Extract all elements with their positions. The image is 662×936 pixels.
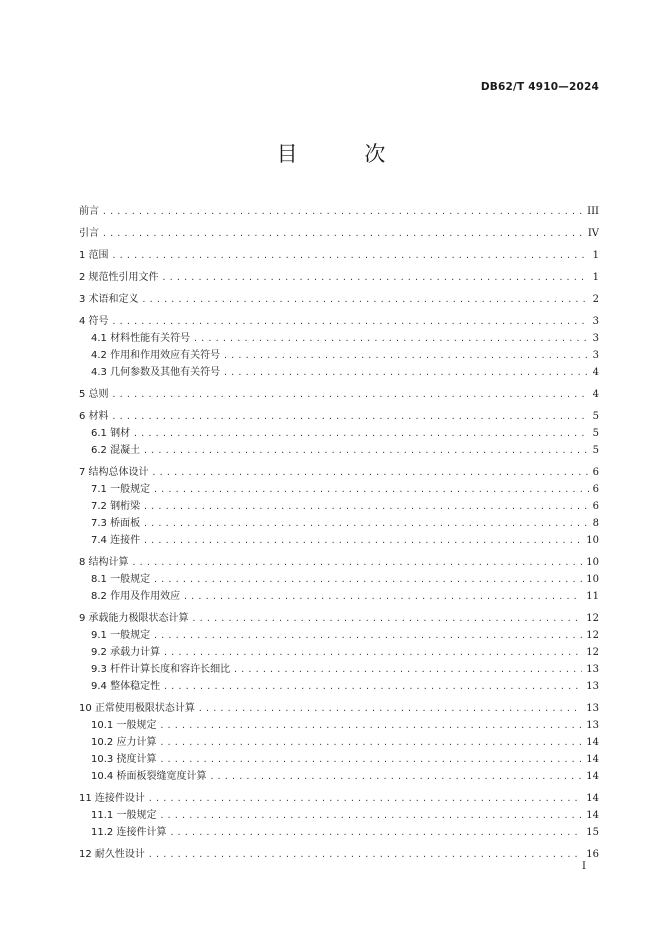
toc-entry[interactable] xyxy=(79,441,599,458)
toc-leader-dots xyxy=(159,719,582,733)
toc-entry-page: 5 xyxy=(592,411,599,422)
toc-leader-dots xyxy=(112,315,589,329)
toc-entry-page: 14 xyxy=(586,737,599,748)
toc-entry-label: 4 符号 xyxy=(79,316,109,327)
toc-entry-label: 10.1 一般规定 xyxy=(91,720,157,731)
toc-entry-page: 3 xyxy=(592,333,599,344)
toc-entry-page: 3 xyxy=(592,316,599,327)
toc-leader-dots xyxy=(148,792,582,806)
toc-entry-label: 8.2 作用及作用效应 xyxy=(91,591,181,602)
toc-leader-dots xyxy=(143,534,582,548)
toc-leader-dots xyxy=(112,249,589,263)
toc-leader-dots xyxy=(132,556,583,570)
toc-entry-page: 12 xyxy=(586,647,599,658)
toc-entry[interactable] xyxy=(79,626,599,643)
toc-entry-page: 3 xyxy=(592,350,599,361)
toc-entry-page: 5 xyxy=(592,428,599,439)
toc-entry-label: 7.2 钢桁梁 xyxy=(91,501,141,512)
toc-leader-dots xyxy=(183,590,582,604)
toc-leader-dots xyxy=(133,427,589,441)
toc-entry[interactable] xyxy=(79,660,599,677)
toc-entry-page: 14 xyxy=(586,810,599,821)
toc-entry-label: 前言 xyxy=(79,206,99,217)
toc-entry-label: 8.1 一般规定 xyxy=(91,574,151,585)
toc-entry-page: 13 xyxy=(586,664,599,675)
toc-entry-label: 10.3 挠度计算 xyxy=(91,754,157,765)
toc-entry-label: 4.1 材料性能有关符号 xyxy=(91,333,191,344)
toc-entry-label: 7.1 一般规定 xyxy=(91,484,151,495)
toc-entry-label: 9.4 整体稳定性 xyxy=(91,681,161,692)
toc-entry[interactable] xyxy=(79,733,599,750)
toc-leader-dots xyxy=(102,227,584,241)
toc-entry[interactable] xyxy=(79,329,599,346)
toc-entry-page: 6 xyxy=(592,484,599,495)
toc-entry-page: 13 xyxy=(586,720,599,731)
toc-entry-page: 13 xyxy=(586,681,599,692)
toc-entry[interactable] xyxy=(79,570,599,587)
page-title: 目 次 xyxy=(276,142,416,166)
toc-entry-label: 7 结构总体设计 xyxy=(79,467,149,478)
toc-entry-page: 6 xyxy=(592,501,599,512)
toc-leader-dots xyxy=(198,702,582,716)
toc-entry-label: 11 连接件设计 xyxy=(79,793,145,804)
toc-leader-dots xyxy=(162,271,589,285)
toc-entry-label: 10.2 应力计算 xyxy=(91,737,157,748)
toc-entry-label: 7.4 连接件 xyxy=(91,535,141,546)
toc-entry[interactable] xyxy=(79,514,599,531)
toc-entry-page: 8 xyxy=(592,518,599,529)
toc-entry-page: 14 xyxy=(586,793,599,804)
toc-leader-dots xyxy=(169,826,582,840)
toc-entry-page: 12 xyxy=(586,613,599,624)
toc-entry[interactable] xyxy=(79,202,599,219)
toc-entry[interactable] xyxy=(79,224,599,241)
toc-entry[interactable] xyxy=(79,587,599,604)
toc-entry-label: 9.2 承载力计算 xyxy=(91,647,161,658)
page-number: I xyxy=(582,861,586,872)
toc-entry-page: 2 xyxy=(592,294,599,305)
toc-entry-page: 14 xyxy=(586,754,599,765)
toc-entry[interactable] xyxy=(79,806,599,823)
toc-entry-page: 12 xyxy=(586,630,599,641)
toc-leader-dots xyxy=(153,573,582,587)
toc-leader-dots xyxy=(142,293,589,307)
toc-entry-label: 引言 xyxy=(79,228,99,239)
toc-entry[interactable] xyxy=(79,246,599,263)
toc-leader-dots xyxy=(223,366,589,380)
table-of-contents xyxy=(79,202,599,862)
toc-leader-dots xyxy=(159,809,582,823)
toc-entry-page: IV xyxy=(587,228,599,239)
toc-entry-label: 10.4 桥面板裂缝宽度计算 xyxy=(91,771,207,782)
toc-entry-label: 6 材料 xyxy=(79,411,109,422)
toc-entry-page: 1 xyxy=(592,272,599,283)
toc-entry-page: 6 xyxy=(592,467,599,478)
toc-entry-page: 1 xyxy=(592,250,599,261)
toc-entry-page: 10 xyxy=(586,557,599,568)
toc-leader-dots xyxy=(112,410,589,424)
toc-entry-label: 4.3 几何参数及其他有关符号 xyxy=(91,367,221,378)
toc-leader-dots xyxy=(163,646,582,660)
toc-entry-page: 4 xyxy=(592,389,599,400)
toc-entry[interactable] xyxy=(79,699,599,716)
toc-entry-label: 10 正常使用极限状态计算 xyxy=(79,703,195,714)
toc-entry-label: 2 规范性引用文件 xyxy=(79,272,159,283)
toc-entry-label: 11.1 一般规定 xyxy=(91,810,157,821)
toc-entry[interactable] xyxy=(79,312,599,329)
toc-entry[interactable] xyxy=(79,385,599,402)
toc-entry-label: 5 总则 xyxy=(79,389,109,400)
toc-leader-dots xyxy=(112,388,589,402)
toc-entry-label: 9 承载能力极限状态计算 xyxy=(79,613,189,624)
toc-leader-dots xyxy=(209,770,582,784)
toc-leader-dots xyxy=(143,500,589,514)
toc-entry[interactable] xyxy=(79,823,599,840)
toc-entry[interactable] xyxy=(79,609,599,626)
toc-entry-label: 9.1 一般规定 xyxy=(91,630,151,641)
toc-entry-label: 4.2 作用和作用效应有关符号 xyxy=(91,350,221,361)
toc-entry[interactable] xyxy=(79,407,599,424)
document-code: DB62/T 4910—2024 xyxy=(480,81,599,93)
toc-entry[interactable] xyxy=(79,268,599,285)
toc-leader-dots xyxy=(153,483,589,497)
toc-entry-page: 11 xyxy=(586,591,599,602)
toc-leader-dots xyxy=(152,466,589,480)
toc-entry[interactable] xyxy=(79,531,599,548)
toc-entry-page: 4 xyxy=(592,367,599,378)
toc-entry[interactable] xyxy=(79,845,599,862)
toc-entry-label: 8 结构计算 xyxy=(79,557,129,568)
toc-entry-page: 13 xyxy=(586,703,599,714)
toc-entry-label: 7.3 桥面板 xyxy=(91,518,141,529)
toc-leader-dots xyxy=(193,332,589,346)
toc-entry-label: 11.2 连接件计算 xyxy=(91,827,167,838)
toc-leader-dots xyxy=(163,680,582,694)
toc-entry-page: 14 xyxy=(586,771,599,782)
toc-entry[interactable] xyxy=(79,480,599,497)
toc-leader-dots xyxy=(153,629,582,643)
toc-leader-dots xyxy=(233,663,582,677)
toc-entry[interactable] xyxy=(79,716,599,733)
toc-entry[interactable] xyxy=(79,553,599,570)
toc-entry-page: 10 xyxy=(586,535,599,546)
toc-entry-page: 5 xyxy=(592,445,599,456)
toc-entry-label: 6.2 混凝土 xyxy=(91,445,141,456)
toc-leader-dots xyxy=(102,205,583,219)
toc-entry-page: 16 xyxy=(586,849,599,860)
toc-entry[interactable] xyxy=(79,750,599,767)
toc-leader-dots xyxy=(143,444,589,458)
toc-leader-dots xyxy=(159,753,582,767)
toc-entry[interactable] xyxy=(79,497,599,514)
toc-entry[interactable] xyxy=(79,767,599,784)
toc-entry-label: 3 术语和定义 xyxy=(79,294,139,305)
toc-entry[interactable] xyxy=(79,789,599,806)
toc-leader-dots xyxy=(223,349,589,363)
toc-entry[interactable] xyxy=(79,463,599,480)
toc-leader-dots xyxy=(148,848,582,862)
toc-entry[interactable] xyxy=(79,677,599,694)
toc-entry[interactable] xyxy=(79,363,599,380)
toc-entry-page: 10 xyxy=(586,574,599,585)
toc-entry[interactable] xyxy=(79,643,599,660)
toc-entry-label: 12 耐久性设计 xyxy=(79,849,145,860)
toc-entry[interactable] xyxy=(79,290,599,307)
toc-entry[interactable] xyxy=(79,424,599,441)
toc-leader-dots xyxy=(192,612,583,626)
toc-entry-page: III xyxy=(587,206,599,217)
toc-entry[interactable] xyxy=(79,346,599,363)
toc-leader-dots xyxy=(159,736,582,750)
toc-entry-label: 9.3 杆件计算长度和容许长细比 xyxy=(91,664,231,675)
toc-entry-page: 15 xyxy=(586,827,599,838)
toc-entry-label: 6.1 钢材 xyxy=(91,428,131,439)
toc-leader-dots xyxy=(143,517,589,531)
toc-entry-label: 1 范围 xyxy=(79,250,109,261)
